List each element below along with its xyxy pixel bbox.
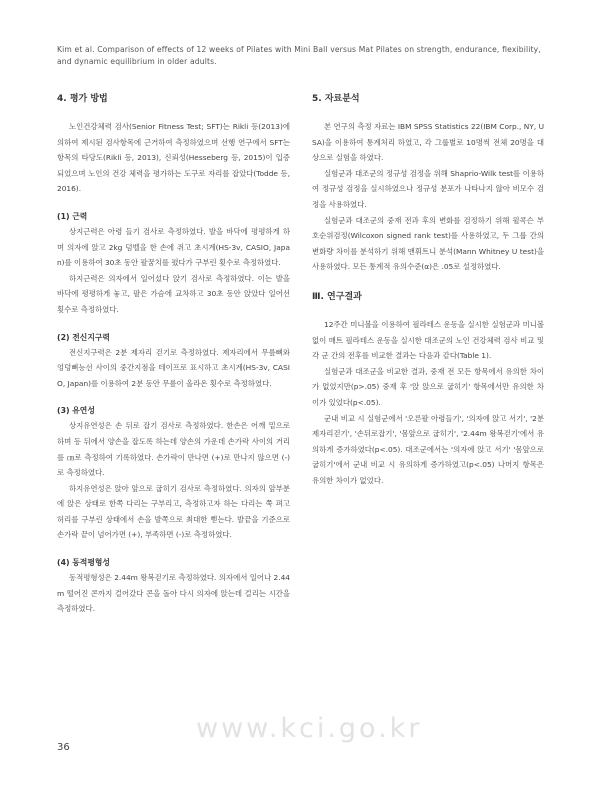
results-paragraph-2: 실험군과 대조군을 비교한 결과, 중재 전 모든 항목에서 유의한 차이가 없었지만(p>.05) 중재 후 '앉 앉으로 굽히기' 항목에서만 유의한 차이가 있었다(p<.05).	[312, 366, 544, 407]
left-column	[57, 93, 290, 617]
results-paragraph-1: 12주간 미니볼을 이용하여 필라테스 운동을 실시한 실험군과 미니볼 없이 매트 필라테스 운동을 실시한 대조군의 노인 건강체력 검사 비교 및 각 군 간의 전후를 비교한 결과는 다음과 같다(Table 1).	[312, 319, 544, 361]
intro-paragraph: 노인건강체력 검사(Senior Fitness Test; SFT)는 Rikli 등(2013)에 의하여 제시된 검사항목에 근거하여 측정하였으며 선행 연구에서 SFT는 항목의 타당도(Rikli 등, 2013), 신뢰성(Hesseberg 등, 2015)이 입증되었으며 노인의 건강 체력을 평가하는 도구로 자리를 잡았다(Todde 등, 2016).	[57, 122, 290, 194]
analysis-paragraph-1: 본 연구의 측정 자료는 IBM SPSS Statistics 22(IBM Corp., NY, USA)을 이용하여 통계처리 하였고, 각 그룹별로 10명씩 전체 20명을 대상으로 실험을 하였다.	[312, 122, 544, 163]
flexibility-paragraph-1: 상지유연성은 손 뒤로 잡기 검사로 측정하였다. 한손은 어깨 밑으로 하며 등 뒤에서 양손을 잡도록 하는데 양손의 가운데 손가락 사이의 거리를 ㎝로 측정하여 기록하였다. 손가락이 만나면 (+)로 만나지 않으면 (-)로 측정하였다.	[57, 421, 290, 478]
endurance-paragraph: 전신지구력은 2분 제자리 걷기로 측정하였다. 제자리에서 무릎뼈와 엉덩뼈능선 사이의 중간지점을 테이프로 표시하고 초시계(HS-3v, CASIO, Japan)를 이용하여 2분 동안 무릎이 올라온 횟수로 측정하였다.	[57, 347, 290, 388]
section-heading-results: Ⅲ. 연구결과	[312, 291, 362, 302]
subsection-endurance-title: (2) 전신지구력	[57, 332, 110, 342]
results-paragraph-3: 군내 비교 시 실험군에서 '오른팔 아령들기', '의자에 앉고 서기', '2분 제자리걷기', '손뒤로잡기', '몸앞으로 굽히기', '2.44m 왕복걷기'에서 유의하게 증가하였다(p<.05). 대조군에서는 '의자에 앉고 서기' '몸앞으로 굽히기'에서 군내 비교 시 유의하게 증가하였고(p<.05) 나머지 항목은 유의한 차이가 없었다.	[312, 413, 544, 485]
strength-paragraph-1: 상지근력은 아령 들기 검사로 측정하였다. 발을 바닥에 평평하게 하며 의자에 앉고 2kg 덤벨을 한 손에 쥐고 초시계(HS-3v, CASIO, Japan)를 이용하여 30초 동안 팔꿈치를 폈다가 구부린 횟수로 측정하였다.	[57, 226, 290, 268]
section-heading-evaluation: 4. 평가 방법	[57, 94, 108, 104]
kci-watermark: www.kci.go.kr	[196, 713, 423, 744]
analysis-paragraph-3: 실험군과 대조군의 중재 전과 후의 변화를 검정하기 위해 윌콕슨 부호순위검정(Wilcoxon signed rank test)를 사용하였고, 두 그룹 간의 변화량 차이를 분석하기 위해 맨휘트니 분석(Mann Whitney U test)을 사용하였다. 모든 통계적 유의수준(α)은 .05로 설정하였다.	[312, 215, 544, 272]
subsection-flexibility-title: (3) 유연성	[57, 406, 95, 416]
right-column	[312, 93, 544, 488]
section-heading-analysis: 5. 자료분석	[312, 94, 360, 104]
running-header: Kim et al. Comparison of effects of 12 weeks of Pilates with Mini Ball versus Mat Pilates on strength, endurance, flexibility, and dynamic equilibrium in older adults.	[57, 45, 541, 66]
analysis-paragraph-2: 실험군과 대조군의 정규성 검정을 위해 Shaprio-Wilk test를 이용하여 정규성 검정을 실시하였으나 정규성 분포가 나타나지 않아 비모수 검정을 사용하였다.	[312, 168, 544, 209]
balance-paragraph: 동적평형성은 2.44m 왕복걷기로 측정하였다. 의자에서 일어나 2.44m 떨어진 콘까지 걸어갔다 콘을 돌아 다시 의자에 앉는데 걸리는 시간을 측정하였다.	[57, 573, 290, 614]
subsection-balance-title: (4) 동적평형성	[57, 558, 110, 568]
strength-paragraph-2: 하지근력은 의자에서 일어섰다 앉기 검사로 측정하였다. 이는 발을 바닥에 평평하게 놓고, 팔은 가슴에 교차하고 30초 동안 앉았다 일어선 횟수로 측정하였다.	[57, 273, 290, 314]
subsection-strength-title: (1) 근력	[57, 211, 88, 221]
page-number: 36	[57, 742, 70, 753]
flexibility-paragraph-2: 하지유연성은 앉아 앞으로 굽히기 검사로 측정하였다. 의자의 앞부분에 앉은 상태로 한쪽 다리는 구부리고, 측정하고자 하는 다리는 쭉 펴고 허리를 구부린 상태에서 손을 발쪽으로 최대한 뻗는다. 발끝을 기준으로 손가락 끝이 넘어가면 (+), 부족하면 (-)로 측정하였다.	[57, 483, 290, 540]
